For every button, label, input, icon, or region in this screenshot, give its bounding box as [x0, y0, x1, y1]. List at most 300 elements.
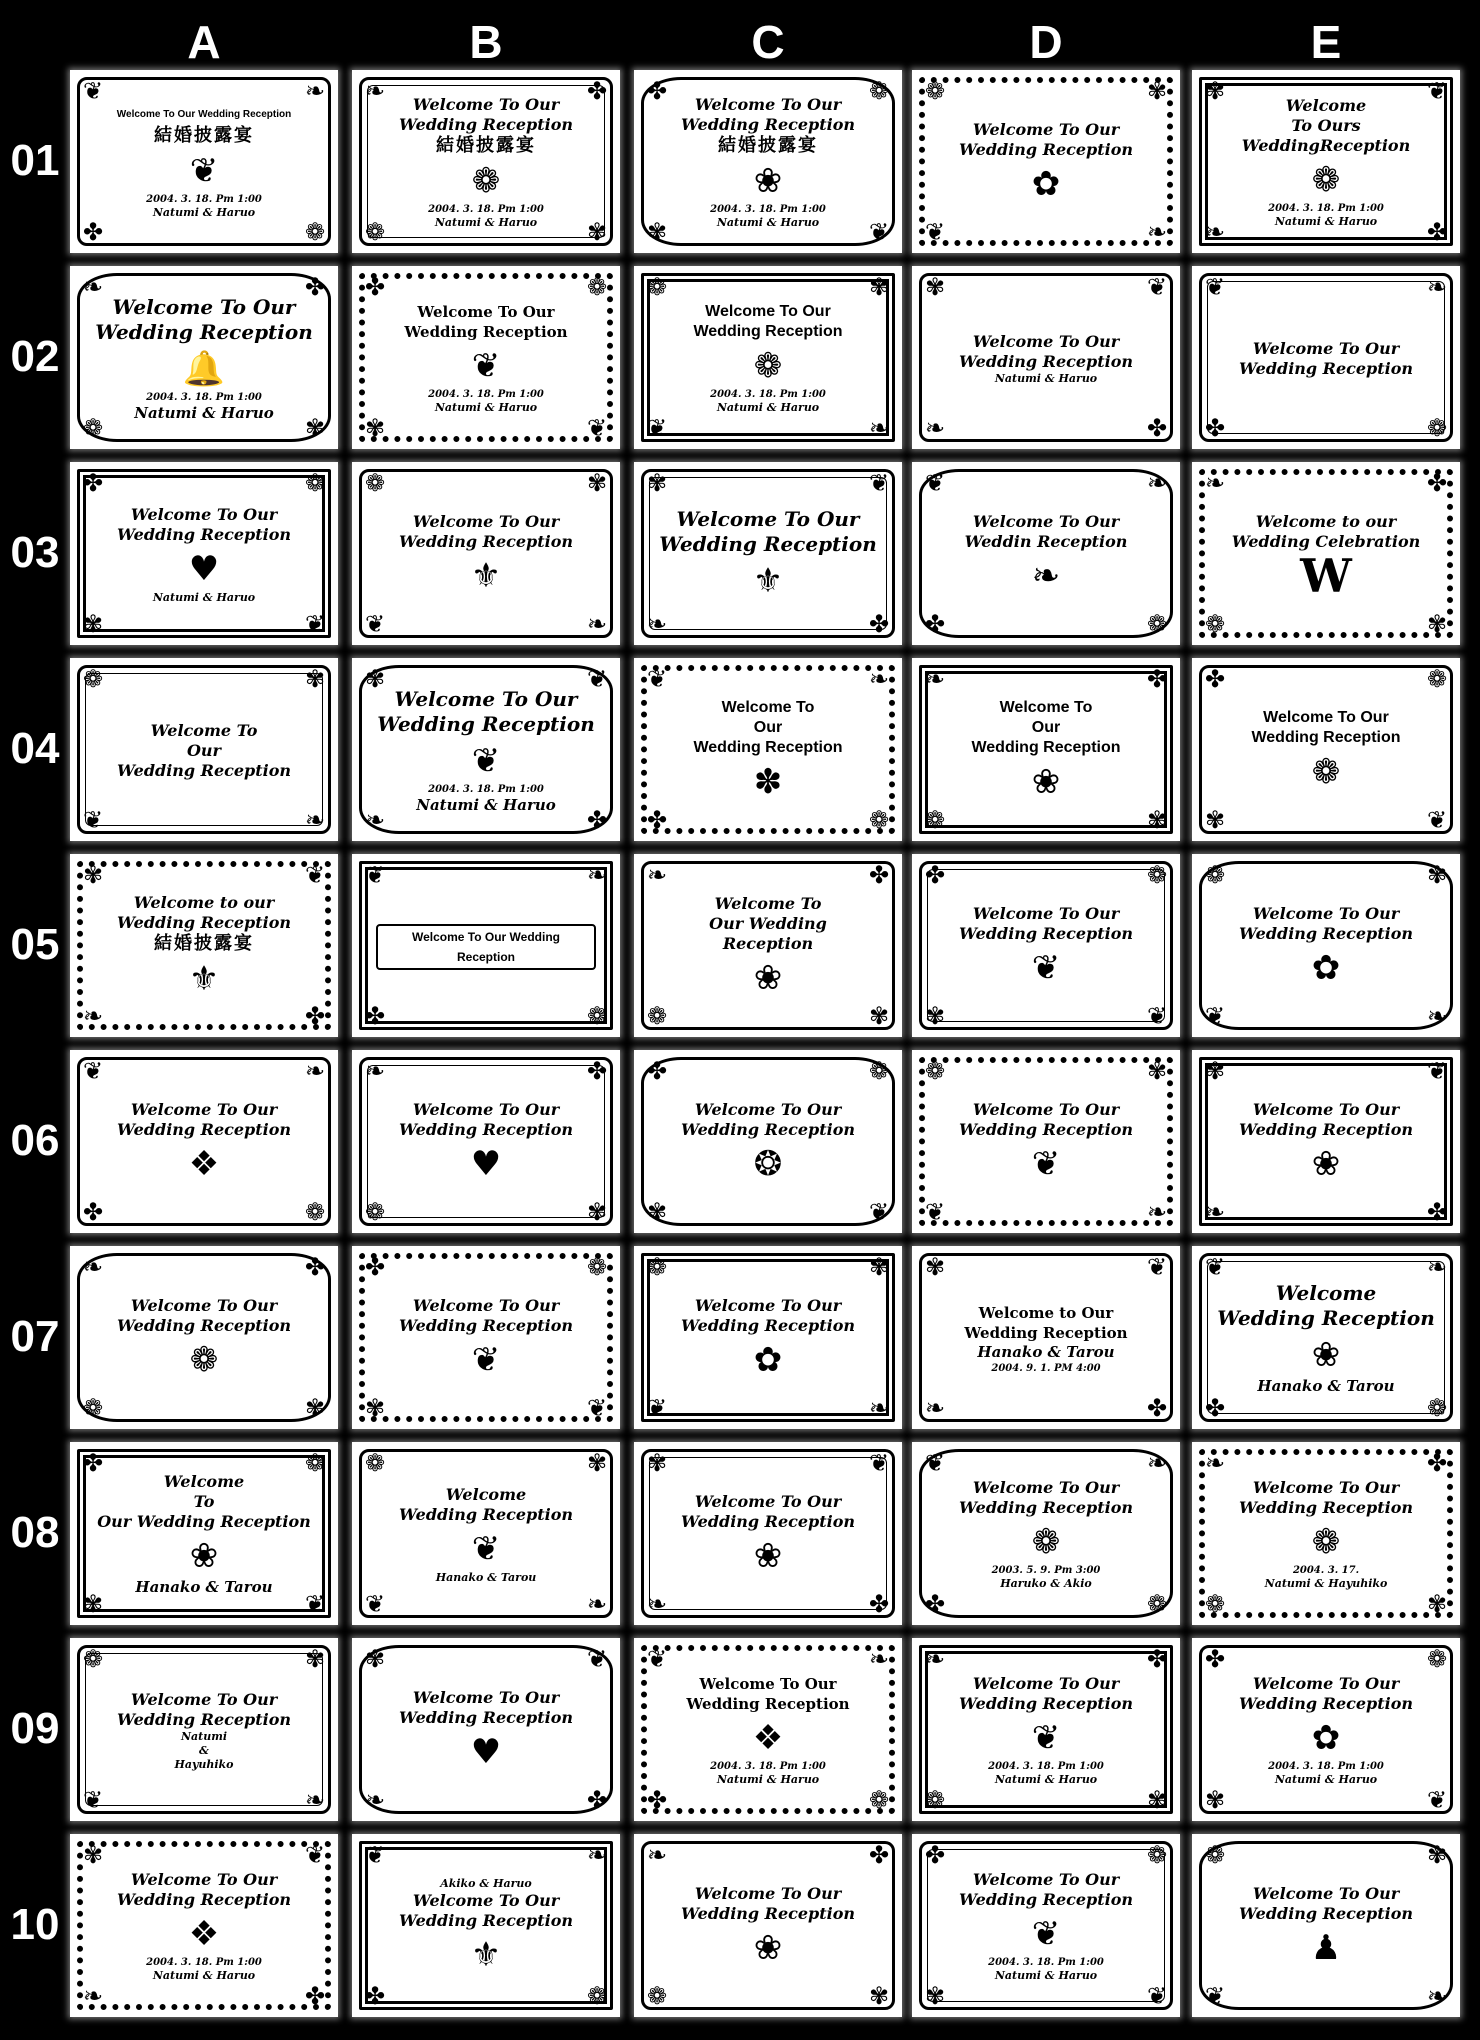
design-card-a05[interactable]: [70, 854, 338, 1037]
ornament-icon: ⚜: [752, 560, 784, 601]
design-card-d09[interactable]: [912, 1638, 1180, 1821]
card-content: [376, 1654, 596, 1807]
corner-ornament-icon: ❧: [1426, 1253, 1448, 1281]
card-title: Welcome To Our Wedding Reception: [958, 1478, 1134, 1517]
couple-names: Natumi & Haruo: [434, 401, 538, 414]
corner-ornament-icon: ❧: [364, 77, 386, 105]
ornament-icon: ❦: [1031, 947, 1061, 988]
corner-ornament-icon: ❦: [82, 806, 104, 834]
corner-ornament-icon: ❧: [1146, 1198, 1168, 1226]
ornament-icon: ✽: [753, 761, 783, 802]
row-header-03: 03: [10, 528, 60, 577]
corner-ornament-icon: ❦: [646, 665, 668, 693]
corner-ornament-icon: ❧: [924, 414, 946, 442]
ornament-icon: ❦: [1031, 1143, 1061, 1184]
corner-ornament-icon: ❦: [924, 218, 946, 246]
corner-ornament-icon: ❁: [82, 1645, 104, 1673]
corner-ornament-icon: ✾: [924, 1002, 946, 1030]
design-card-e06[interactable]: [1192, 1050, 1460, 1233]
corner-ornament-icon: ❁: [924, 77, 946, 105]
corner-ornament-icon: ❁: [646, 273, 668, 301]
ornament-icon: ✿: [1031, 163, 1061, 204]
corner-ornament-icon: ✤: [646, 77, 668, 105]
corner-ornament-icon: ✾: [646, 218, 668, 246]
row-header-07: 07: [10, 1312, 60, 1361]
corner-ornament-icon: ✤: [82, 1449, 104, 1477]
corner-ornament-icon: ❦: [82, 77, 104, 105]
design-card-d05[interactable]: [912, 854, 1180, 1037]
event-date: 2004. 3. 18. Pm 1:00: [1268, 1761, 1384, 1772]
design-card-d04[interactable]: [912, 658, 1180, 841]
ornament-icon: ❀: [753, 957, 783, 998]
card-content: [936, 282, 1156, 435]
ornament-icon: ✿: [753, 1339, 783, 1380]
card-title: Welcome To Our Wedding Reception: [116, 504, 292, 544]
design-card-d10[interactable]: [912, 1834, 1180, 2017]
corner-ornament-icon: ❁: [924, 1057, 946, 1085]
event-date: 2004. 3. 18. Pm 1:00: [710, 389, 826, 400]
card-content: [658, 1262, 878, 1415]
couple-names: Hanako & Tarou: [435, 1570, 537, 1584]
corner-ornament-icon: ✾: [82, 861, 104, 889]
card-content: [936, 870, 1156, 1023]
corner-ornament-icon: ✤: [364, 1002, 386, 1030]
row-header-09: 09: [10, 1704, 60, 1753]
corner-ornament-icon: ✾: [1146, 77, 1168, 105]
japanese-title: 結婚披露宴: [718, 135, 818, 156]
design-card-b09[interactable]: [352, 1638, 620, 1821]
corner-ornament-icon: ✤: [304, 1002, 326, 1030]
card-content: [94, 674, 314, 827]
design-card-c10[interactable]: [634, 1834, 902, 2017]
design-card-e01[interactable]: [1192, 70, 1460, 253]
event-date: 2004. 3. 18. Pm 1:00: [988, 1761, 1104, 1772]
card-title: Welcome To Our Wedding Reception: [398, 1295, 574, 1335]
card-content: [1216, 674, 1436, 827]
design-card-d02[interactable]: [912, 266, 1180, 449]
japanese-title: 結婚披露宴: [154, 932, 254, 954]
card-content: [658, 674, 878, 827]
corner-ornament-icon: ❁: [646, 1002, 668, 1030]
design-card-d01[interactable]: [912, 70, 1180, 253]
card-title: Welcome To Our Wedding Reception: [116, 720, 292, 780]
card-title: Welcome To Our Wedding Reception: [1251, 708, 1401, 746]
corner-ornament-icon: ❦: [646, 1645, 668, 1673]
design-card-b10[interactable]: [352, 1834, 620, 2017]
corner-ornament-icon: ❦: [364, 861, 386, 889]
corner-ornament-icon: ❧: [586, 1590, 608, 1618]
corner-ornament-icon: ❁: [1146, 610, 1168, 638]
event-date: 2004. 3. 18. Pm 1:00: [710, 204, 826, 215]
corner-ornament-icon: ❁: [1204, 610, 1226, 638]
design-card-a08[interactable]: [70, 1442, 338, 1625]
corner-ornament-icon: ❧: [1426, 1982, 1448, 2010]
design-card-b04[interactable]: [352, 658, 620, 841]
card-content: [1216, 478, 1436, 631]
corner-ornament-icon: ❁: [364, 1198, 386, 1226]
corner-ornament-icon: ✤: [586, 1057, 608, 1085]
ornament-icon: ♥: [188, 548, 220, 589]
card-title: Welcome To Our Wedding Reception: [958, 903, 1134, 943]
corner-ornament-icon: ❧: [304, 1786, 326, 1814]
row-header-02: 02: [10, 332, 60, 381]
corner-ornament-icon: ❧: [82, 1982, 104, 2010]
corner-ornament-icon: ❁: [1426, 414, 1448, 442]
corner-ornament-icon: ❧: [82, 1253, 104, 1281]
ornament-icon: ❁: [1311, 751, 1341, 792]
corner-ornament-icon: ✤: [868, 1590, 890, 1618]
card-content: [376, 86, 596, 239]
card-title: Welcome To Our Wedding Reception: [709, 893, 827, 953]
design-card-a07[interactable]: [70, 1246, 338, 1429]
ornament-icon: 🔔: [182, 348, 226, 389]
design-card-c07[interactable]: [634, 1246, 902, 1429]
card-title: Welcome to our Wedding Celebration: [1231, 511, 1421, 551]
design-card-a10[interactable]: [70, 1834, 338, 2017]
design-card-c06[interactable]: [634, 1050, 902, 1233]
corner-ornament-icon: ❧: [646, 861, 668, 889]
corner-ornament-icon: ✤: [1426, 469, 1448, 497]
card-content: [936, 1066, 1156, 1219]
design-card-d03[interactable]: [912, 462, 1180, 645]
card-title: Welcome To Our Wedding Reception: [398, 1890, 574, 1930]
design-card-b08[interactable]: [352, 1442, 620, 1625]
couple-names: Natumi & Haruo: [994, 371, 1098, 385]
couple-names: Natumi & Haruo: [994, 1969, 1098, 1982]
corner-ornament-icon: ✤: [304, 273, 326, 301]
corner-ornament-icon: ❧: [364, 1057, 386, 1085]
event-date: 2004. 3. 18. Pm 1:00: [1268, 203, 1384, 214]
corner-ornament-icon: ✾: [1204, 1786, 1226, 1814]
corner-ornament-icon: ❁: [1146, 861, 1168, 889]
event-date: 2004. 3. 18. Pm 1:00: [428, 783, 544, 795]
corner-ornament-icon: ✤: [1426, 1198, 1448, 1226]
corner-ornament-icon: ❁: [364, 218, 386, 246]
design-card-d08[interactable]: [912, 1442, 1180, 1625]
row-header-10: 10: [10, 1900, 60, 1949]
corner-ornament-icon: ✤: [924, 1590, 946, 1618]
card-content: [94, 1654, 314, 1807]
design-card-a03[interactable]: [70, 462, 338, 645]
card-content: [94, 1066, 314, 1219]
corner-ornament-icon: ❁: [586, 1002, 608, 1030]
couple-names: Natumi & Haruo: [716, 401, 820, 414]
column-header-e: E: [1310, 16, 1342, 68]
corner-ornament-icon: ❦: [868, 1449, 890, 1477]
ornament-icon: ❀: [1031, 761, 1061, 802]
ornament-icon: ❁: [1311, 160, 1341, 200]
card-title: Welcome To Our Wedding Reception: [116, 1689, 292, 1729]
card-content: [658, 1654, 878, 1807]
corner-ornament-icon: ❧: [364, 1786, 386, 1814]
corner-ornament-icon: ✾: [586, 218, 608, 246]
design-card-e07[interactable]: [1192, 1246, 1460, 1429]
corner-ornament-icon: ❁: [1146, 1841, 1168, 1869]
design-card-c03[interactable]: [634, 462, 902, 645]
ornament-icon: ❖: [752, 1718, 784, 1758]
corner-ornament-icon: ❦: [304, 610, 326, 638]
ornament-icon: ❦: [471, 1528, 501, 1569]
corner-ornament-icon: ✤: [586, 1786, 608, 1814]
ornament-icon: ❀: [753, 161, 783, 201]
card-title: Welcome To Ours WeddingReception: [1241, 96, 1411, 155]
corner-ornament-icon: ✤: [1146, 414, 1168, 442]
design-card-b01[interactable]: [352, 70, 620, 253]
corner-ornament-icon: ❁: [82, 665, 104, 693]
corner-ornament-icon: ❦: [364, 610, 386, 638]
corner-ornament-icon: ✤: [924, 610, 946, 638]
couple-names: Akiko & Haruo: [440, 1876, 532, 1890]
card-title: Welcome to our Wedding Reception: [116, 892, 292, 932]
column-header-d: D: [1029, 16, 1063, 68]
corner-ornament-icon: ❁: [1146, 1590, 1168, 1618]
corner-ornament-icon: ✤: [304, 1253, 326, 1281]
corner-ornament-icon: ❁: [1426, 1645, 1448, 1673]
card-content: [658, 1850, 878, 2003]
design-card-b06[interactable]: [352, 1050, 620, 1233]
design-card-d07[interactable]: [912, 1246, 1180, 1429]
corner-ornament-icon: ✤: [924, 1841, 946, 1869]
card-title: Welcome To Our Wedding Reception: [971, 698, 1121, 756]
card-content: [376, 1066, 596, 1219]
card-content: [658, 478, 878, 631]
corner-ornament-icon: ❧: [924, 1645, 946, 1673]
ornament-icon: ♟: [1310, 1927, 1342, 1968]
design-card-b05[interactable]: [352, 854, 620, 1037]
corner-ornament-icon: ❧: [1146, 469, 1168, 497]
design-card-c02[interactable]: [634, 266, 902, 449]
card-title: Welcome To Our Wedding Reception: [1238, 1478, 1414, 1517]
japanese-title: 結婚披露宴: [154, 125, 254, 146]
card-content: [376, 674, 596, 827]
ornament-icon: ❁: [471, 161, 501, 201]
row-header-06: 06: [10, 1116, 60, 1165]
japanese-title: 結婚披露宴: [436, 135, 536, 156]
design-card-a01[interactable]: [70, 70, 338, 253]
card-title: Welcome To Our Wedding Reception: [377, 686, 595, 736]
card-title: Welcome To Our Wedding Reception: [958, 1099, 1134, 1139]
corner-ornament-icon: ❧: [364, 806, 386, 834]
card-title: Welcome To Our Wedding Reception: [398, 1099, 574, 1139]
corner-ornament-icon: ❦: [1204, 1982, 1226, 2010]
card-title: Welcome To Our Wedding Reception: [659, 506, 877, 556]
corner-ornament-icon: ✾: [304, 1645, 326, 1673]
corner-ornament-icon: ❦: [1426, 806, 1448, 834]
couple-names: Natumi & Haruo: [416, 795, 556, 814]
design-card-a09[interactable]: [70, 1638, 338, 1821]
design-card-c05[interactable]: [634, 854, 902, 1037]
corner-ornament-icon: ❦: [586, 665, 608, 693]
ornament-icon: ❁: [1031, 1522, 1061, 1562]
design-card-c04[interactable]: [634, 658, 902, 841]
design-card-b02[interactable]: [352, 266, 620, 449]
card-title: Welcome To Our Wedding Reception: [680, 1099, 856, 1139]
corner-ornament-icon: ❧: [304, 77, 326, 105]
card-title: Welcome To Our Wedding Reception: [398, 1687, 574, 1727]
corner-ornament-icon: ❧: [1204, 469, 1226, 497]
corner-ornament-icon: ❦: [1426, 77, 1448, 105]
corner-ornament-icon: ❦: [1146, 1253, 1168, 1281]
corner-ornament-icon: ❦: [1146, 1982, 1168, 2010]
corner-ornament-icon: ✾: [304, 414, 326, 442]
design-card-e02[interactable]: [1192, 266, 1460, 449]
corner-ornament-icon: ❦: [1204, 273, 1226, 301]
card-content: [1216, 86, 1436, 239]
corner-ornament-icon: ❁: [586, 1253, 608, 1281]
ornament-icon: ⚜: [470, 1934, 502, 1975]
corner-ornament-icon: ✾: [82, 1590, 104, 1618]
card-content: [658, 1066, 878, 1219]
corner-ornament-icon: ✾: [586, 1198, 608, 1226]
ornament-icon: ❦: [471, 740, 501, 781]
corner-ornament-icon: ✾: [1426, 1841, 1448, 1869]
corner-ornament-icon: ✤: [1204, 665, 1226, 693]
card-title: Welcome To Our Wedding Reception: [958, 119, 1134, 159]
corner-ornament-icon: ✾: [868, 1982, 890, 2010]
design-card-c09[interactable]: [634, 1638, 902, 1821]
card-content: [1216, 1066, 1436, 1219]
couple-names: Natumi & Haruo: [716, 1773, 820, 1786]
card-title: Welcome To Our Wedding Reception: [1238, 338, 1414, 378]
corner-ornament-icon: ❁: [364, 1449, 386, 1477]
corner-ornament-icon: ✾: [304, 665, 326, 693]
card-title: Welcome To Our Wedding Reception: [404, 303, 568, 341]
card-title: Welcome To Our Wedding Reception: [1238, 1883, 1414, 1923]
couple-names: Hanako & Tarou: [1257, 1377, 1395, 1395]
card-content: [376, 1850, 596, 2003]
ornament-icon: ♥: [470, 1143, 502, 1184]
couple-names: Natumi & Haruo: [152, 590, 256, 604]
ornament-icon: ✿: [1311, 1718, 1341, 1758]
row-header-01: 01: [10, 136, 60, 185]
corner-ornament-icon: ✤: [868, 1841, 890, 1869]
card-title: Welcome To Our Wedding Reception: [1238, 1674, 1414, 1713]
row-header-08: 08: [10, 1508, 60, 1557]
card-content: [936, 1850, 1156, 2003]
corner-ornament-icon: ❁: [586, 1982, 608, 2010]
corner-ornament-icon: ❧: [1146, 218, 1168, 246]
corner-ornament-icon: ✾: [364, 1645, 386, 1673]
corner-ornament-icon: ❦: [1204, 1002, 1226, 1030]
corner-ornament-icon: ❧: [646, 1590, 668, 1618]
ornament-icon: ❦: [471, 346, 501, 386]
ornament-icon: ❁: [1311, 1522, 1341, 1562]
card-content: [936, 86, 1156, 239]
design-card-e08[interactable]: [1192, 1442, 1460, 1625]
design-card-e03[interactable]: [1192, 462, 1460, 645]
corner-ornament-icon: ❁: [1204, 861, 1226, 889]
card-content: [936, 1262, 1156, 1415]
design-card-c01[interactable]: [634, 70, 902, 253]
corner-ornament-icon: ✾: [1204, 806, 1226, 834]
corner-ornament-icon: ❧: [586, 1841, 608, 1869]
corner-ornament-icon: ✾: [868, 1002, 890, 1030]
corner-ornament-icon: ✾: [82, 610, 104, 638]
design-card-e09[interactable]: [1192, 1638, 1460, 1821]
couple-names: Natumi & Haruo: [434, 216, 538, 229]
card-content: [1216, 1262, 1436, 1415]
ornament-icon: ❀: [753, 1535, 783, 1576]
ornament-icon: ♥: [470, 1731, 502, 1772]
couple-names: Hanako & Tarou: [135, 1578, 273, 1596]
event-date: 2004. 3. 18. Pm 1:00: [710, 1761, 826, 1772]
card-content: [658, 1458, 878, 1611]
corner-ornament-icon: ✾: [646, 469, 668, 497]
design-card-b03[interactable]: [352, 462, 620, 645]
corner-ornament-icon: ✤: [1204, 1645, 1226, 1673]
corner-ornament-icon: ✤: [364, 1982, 386, 2010]
card-content: [1216, 870, 1436, 1023]
design-card-b07[interactable]: [352, 1246, 620, 1429]
ornament-icon: ❀: [1311, 1143, 1341, 1184]
corner-ornament-icon: ❁: [364, 469, 386, 497]
card-content: [1216, 282, 1436, 435]
corner-ornament-icon: ✤: [82, 218, 104, 246]
couple-names: Natumi & Hayuhiko: [174, 1729, 234, 1771]
corner-ornament-icon: ❧: [868, 1394, 890, 1422]
card-title: Welcome To Our Wedding Reception: [680, 95, 856, 134]
card-title: Welcome To Our Wedding Reception: [686, 1675, 850, 1713]
corner-ornament-icon: ❁: [1426, 665, 1448, 693]
corner-ornament-icon: ❧: [304, 1057, 326, 1085]
card-content: [1216, 1654, 1436, 1807]
design-card-a02[interactable]: [70, 266, 338, 449]
ornament-icon: ❖: [188, 1143, 220, 1184]
design-card-d06[interactable]: [912, 1050, 1180, 1233]
card-title: Welcome To Our Wedding Reception: [398, 95, 574, 134]
event-date: 2004. 3. 18. Pm 1:00: [146, 1957, 262, 1968]
card-content: [376, 478, 596, 631]
corner-ornament-icon: ❦: [924, 469, 946, 497]
card-title: Welcome To Our Wedding Reception: [958, 1674, 1134, 1713]
corner-ornament-icon: ❧: [646, 610, 668, 638]
design-card-e05[interactable]: [1192, 854, 1460, 1037]
card-title: Welcome To Our Wedding Reception: [116, 109, 292, 120]
design-card-c08[interactable]: [634, 1442, 902, 1625]
card-title: Welcome To Our Wedding Reception: [693, 303, 843, 340]
corner-ornament-icon: ✾: [646, 1198, 668, 1226]
ornament-icon: ❖: [188, 1914, 220, 1954]
corner-ornament-icon: ❦: [868, 1198, 890, 1226]
corner-ornament-icon: ✤: [1146, 665, 1168, 693]
corner-ornament-icon: ❧: [868, 665, 890, 693]
corner-ornament-icon: ✤: [868, 610, 890, 638]
ornament-icon: ❀: [1311, 1335, 1341, 1375]
corner-ornament-icon: ✾: [304, 1394, 326, 1422]
row-header-05: 05: [10, 920, 60, 969]
card-title: Welcome To Our Wedding Reception: [958, 1870, 1134, 1909]
corner-ornament-icon: ❦: [1426, 1786, 1448, 1814]
corner-ornament-icon: ❦: [868, 218, 890, 246]
couple-names: Natumi & Haruo: [994, 1773, 1098, 1786]
corner-ornament-icon: ✤: [82, 469, 104, 497]
design-card-e10[interactable]: [1192, 1834, 1460, 2017]
design-card-a04[interactable]: [70, 658, 338, 841]
corner-ornament-icon: ✾: [1204, 77, 1226, 105]
design-card-a06[interactable]: [70, 1050, 338, 1233]
card-content: [94, 86, 314, 239]
design-card-e04[interactable]: [1192, 658, 1460, 841]
card-title: Welcome To Our Wedding Reception: [398, 511, 574, 551]
card-content: [94, 1850, 314, 2003]
corner-ornament-icon: ❧: [1204, 1198, 1226, 1226]
corner-ornament-icon: ✾: [868, 1253, 890, 1281]
corner-ornament-icon: ✾: [924, 1253, 946, 1281]
couple-names: Hanako & Tarou: [977, 1342, 1115, 1361]
event-date: 2004. 3. 18. Pm 1:00: [988, 1957, 1104, 1968]
card-content: [94, 1458, 314, 1611]
corner-ornament-icon: ❧: [1204, 1449, 1226, 1477]
